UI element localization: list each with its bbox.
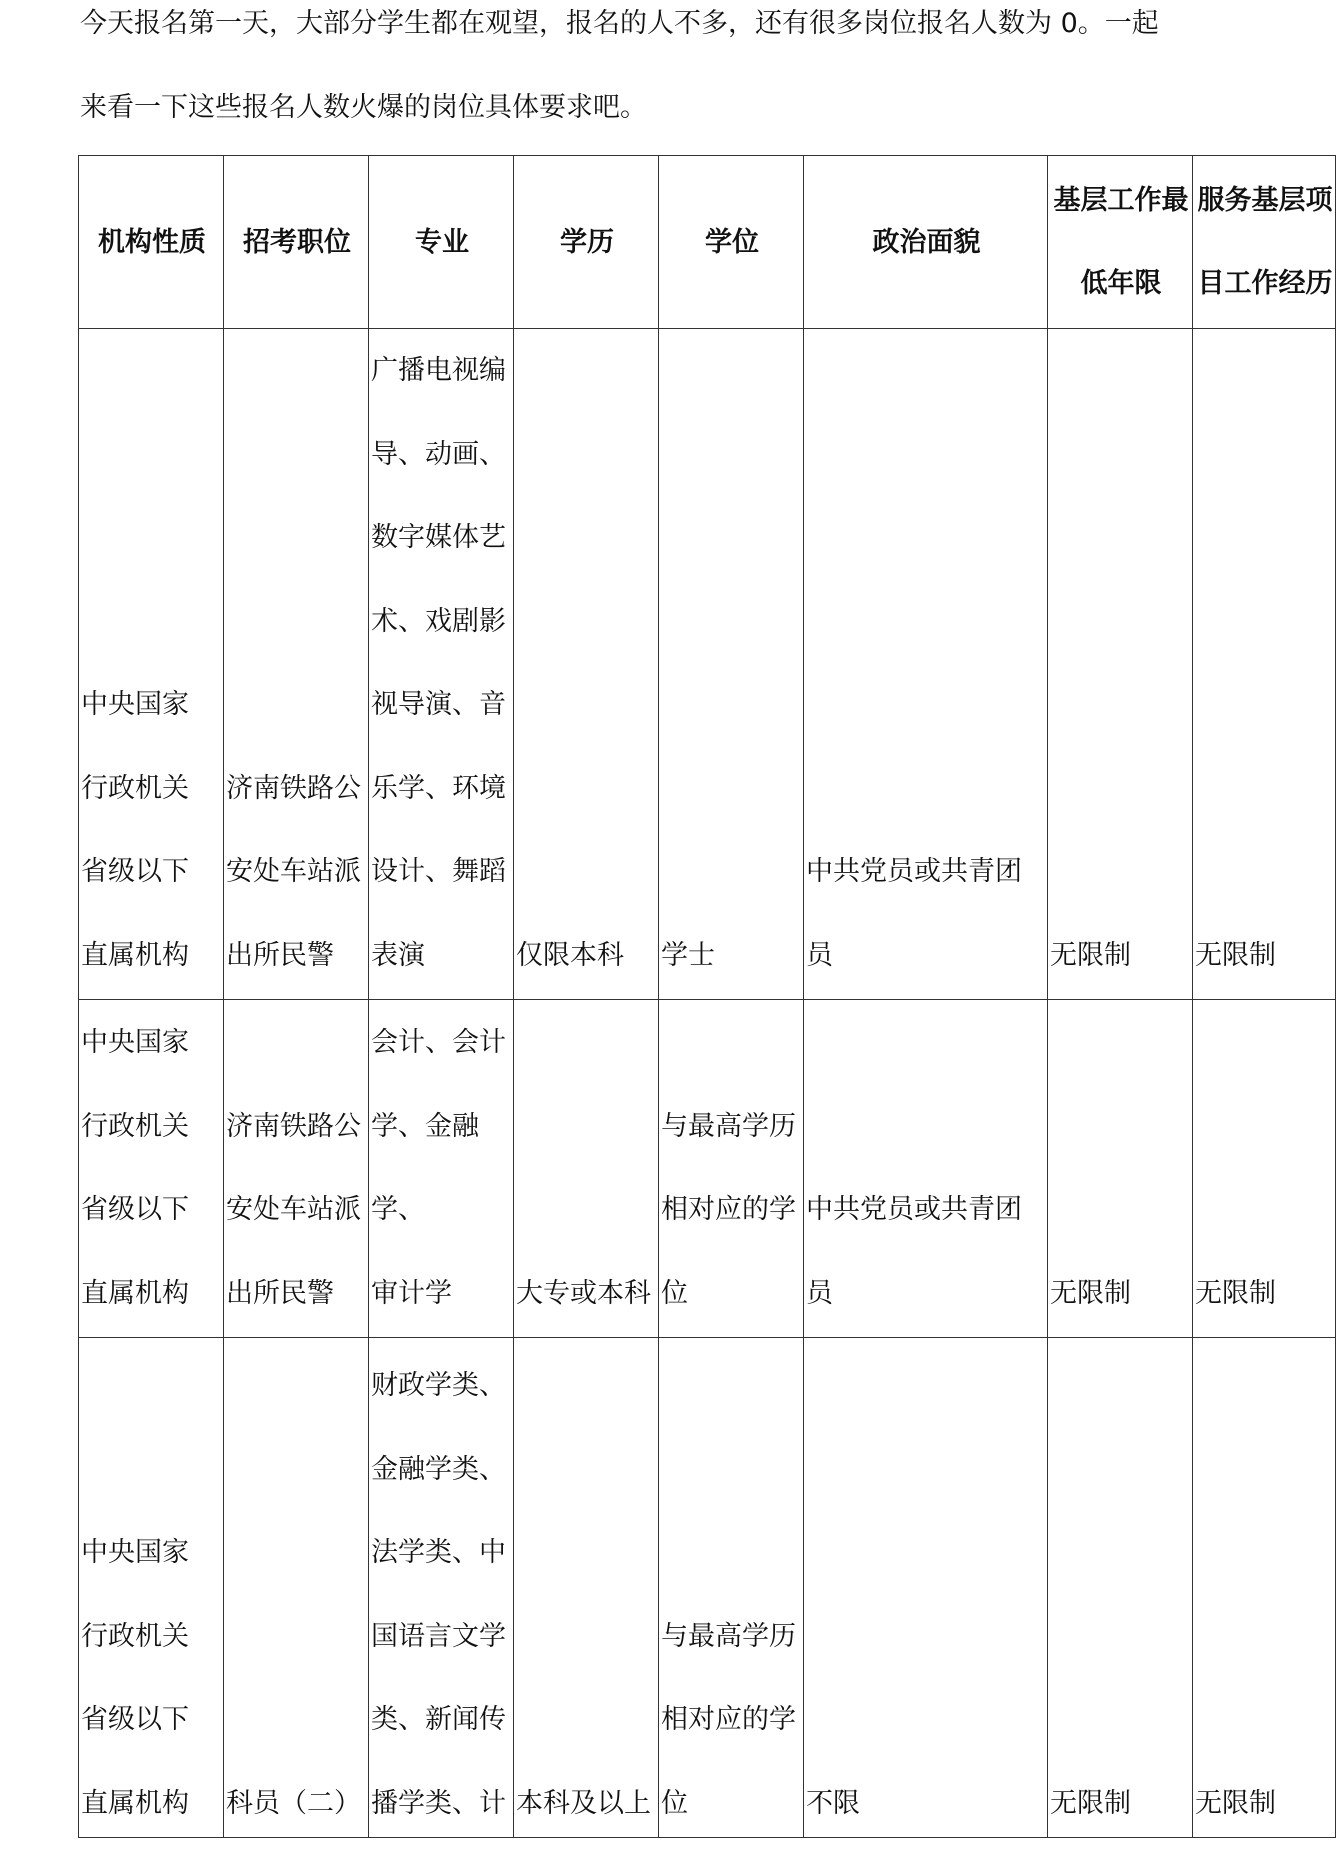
header-institution: 机构性质 — [79, 156, 224, 329]
cell-min-years: 无限制 — [1048, 1000, 1193, 1338]
cell-education: 本科及以上 — [514, 1338, 659, 1838]
header-service-exp: 服务基层项 目工作经历 — [1193, 156, 1336, 329]
cell-political: 中共党员或共青团 员 — [804, 1000, 1048, 1338]
header-education: 学历 — [514, 156, 659, 329]
header-min-years: 基层工作最 低年限 — [1048, 156, 1193, 329]
intro-paragraph — [80, 0, 1280, 150]
header-degree: 学位 — [659, 156, 804, 329]
cell-education: 大专或本科 — [514, 1000, 659, 1338]
cell-min-years: 无限制 — [1048, 1338, 1193, 1838]
table-header-row — [79, 156, 1336, 329]
intro-line-1: 今天报名第一天，大部分学生都在观望，报名的人不多，还有很多岗位报名人数为 0。一起 — [80, 8, 1159, 39]
cell-service-exp: 无限制 — [1193, 329, 1336, 1000]
cell-service-exp: 无限制 — [1193, 1338, 1336, 1838]
cell-education: 仅限本科 — [514, 329, 659, 1000]
cell-institution: 中央国家 行政机关 省级以下 直属机构 — [79, 1000, 224, 1338]
positions-table — [78, 155, 1336, 1838]
table-row — [79, 1000, 1336, 1338]
cell-major: 财政学类、 金融学类、 法学类、中 国语言文学 类、新闻传 播学类、计 — [369, 1338, 514, 1838]
intro-line-2: 来看一下这些报名人数火爆的岗位具体要求吧。 — [80, 92, 647, 123]
cell-political: 中共党员或共青团 员 — [804, 329, 1048, 1000]
cell-position: 济南铁路公 安处车站派 出所民警 — [224, 329, 369, 1000]
cell-degree: 学士 — [659, 329, 804, 1000]
cell-service-exp: 无限制 — [1193, 1000, 1336, 1338]
cell-position: 科员（二） — [224, 1338, 369, 1838]
cell-institution: 中央国家 行政机关 省级以下 直属机构 — [79, 329, 224, 1000]
cell-major: 会计、会计 学、金融学、 审计学 — [369, 1000, 514, 1338]
header-political: 政治面貌 — [804, 156, 1048, 329]
header-position: 招考职位 — [224, 156, 369, 329]
table-row — [79, 329, 1336, 1000]
cell-min-years: 无限制 — [1048, 329, 1193, 1000]
cell-major: 广播电视编 导、动画、 数字媒体艺 术、戏剧影 视导演、音 乐学、环境 设计、舞蹈 表演 — [369, 329, 514, 1000]
cell-political: 不限 — [804, 1338, 1048, 1838]
header-major: 专业 — [369, 156, 514, 329]
cell-degree: 与最高学历 相对应的学 位 — [659, 1000, 804, 1338]
cell-degree: 与最高学历 相对应的学 位 — [659, 1338, 804, 1838]
table-row — [79, 1338, 1336, 1838]
cell-position: 济南铁路公 安处车站派 出所民警 — [224, 1000, 369, 1338]
cell-institution: 中央国家 行政机关 省级以下 直属机构 — [79, 1338, 224, 1838]
